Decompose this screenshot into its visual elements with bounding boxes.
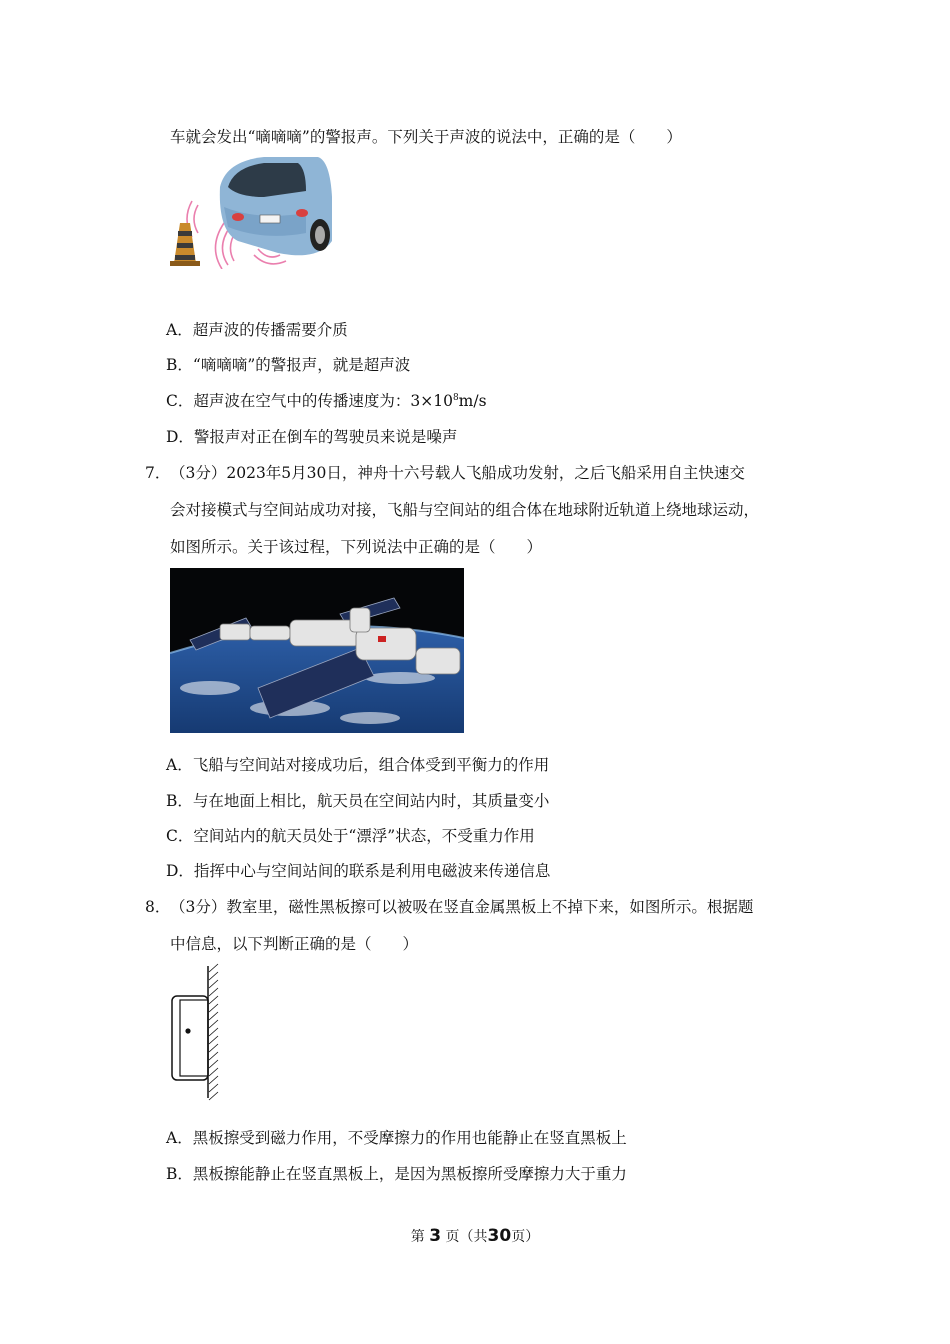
- blackboard-eraser-icon: [168, 962, 228, 1102]
- q8-stem-line1: （3分）教室里，磁性黑板擦可以被吸在竖直金属黑板上不掉下来，如图所示。根据题: [170, 898, 754, 916]
- q6-option-d: D．警报声对正在倒车的驾驶员来说是噪声: [166, 428, 458, 446]
- q7-stem-line1: （3分）2023年5月30日，神舟十六号载人飞船成功发射，之后飞船采用自主快速交: [170, 464, 745, 482]
- q6-option-a: A．超声波的传播需要介质: [166, 321, 348, 339]
- space-station-icon: [170, 568, 464, 733]
- q8-number: 8．: [145, 898, 171, 916]
- reversing-car-radar-icon: [168, 157, 332, 269]
- q8-option-b: B．黑板擦能静止在竖直黑板上，是因为黑板擦所受摩擦力大于重力: [166, 1165, 627, 1183]
- q8-stem-line2: 中信息，以下判断正确的是（ ）: [170, 935, 419, 953]
- q7-number: 7．: [145, 464, 171, 482]
- q7-stem-line2: 会对接模式与空间站成功对接，飞船与空间站的组合体在地球附近轨道上绕地球运动，: [170, 501, 760, 519]
- q7-option-c: C．空间站内的航天员处于“漂浮”状态，不受重力作用: [166, 827, 535, 845]
- q7-option-d: D．指挥中心与空间站间的联系是利用电磁波来传递信息: [166, 862, 551, 880]
- q6-stem-tail: 车就会发出“嘀嘀嘀”的警报声。下列关于声波的说法中，正确的是（ ）: [170, 128, 682, 146]
- q6-option-b: B．“嘀嘀嘀”的警报声，就是超声波: [166, 356, 411, 374]
- q6-option-c: C．超声波在空气中的传播速度为：$3\times 10^8m/s$: [166, 392, 487, 410]
- q7-stem-line3: 如图所示。关于该过程，下列说法中正确的是（ ）: [170, 538, 543, 556]
- car-icon: [220, 157, 332, 255]
- total-pages: 30: [487, 1226, 512, 1246]
- q8-option-a: A．黑板擦受到磁力作用，不受摩擦力的作用也能静止在竖直黑板上: [166, 1129, 627, 1147]
- page-footer: 第 3 页（共30页）: [410, 1226, 540, 1246]
- q7-option-a: A．飞船与空间站对接成功后，组合体受到平衡力的作用: [166, 756, 550, 774]
- q7-option-b: B．与在地面上相比，航天员在空间站内时，其质量变小: [166, 792, 550, 810]
- page-number: 3: [429, 1226, 442, 1246]
